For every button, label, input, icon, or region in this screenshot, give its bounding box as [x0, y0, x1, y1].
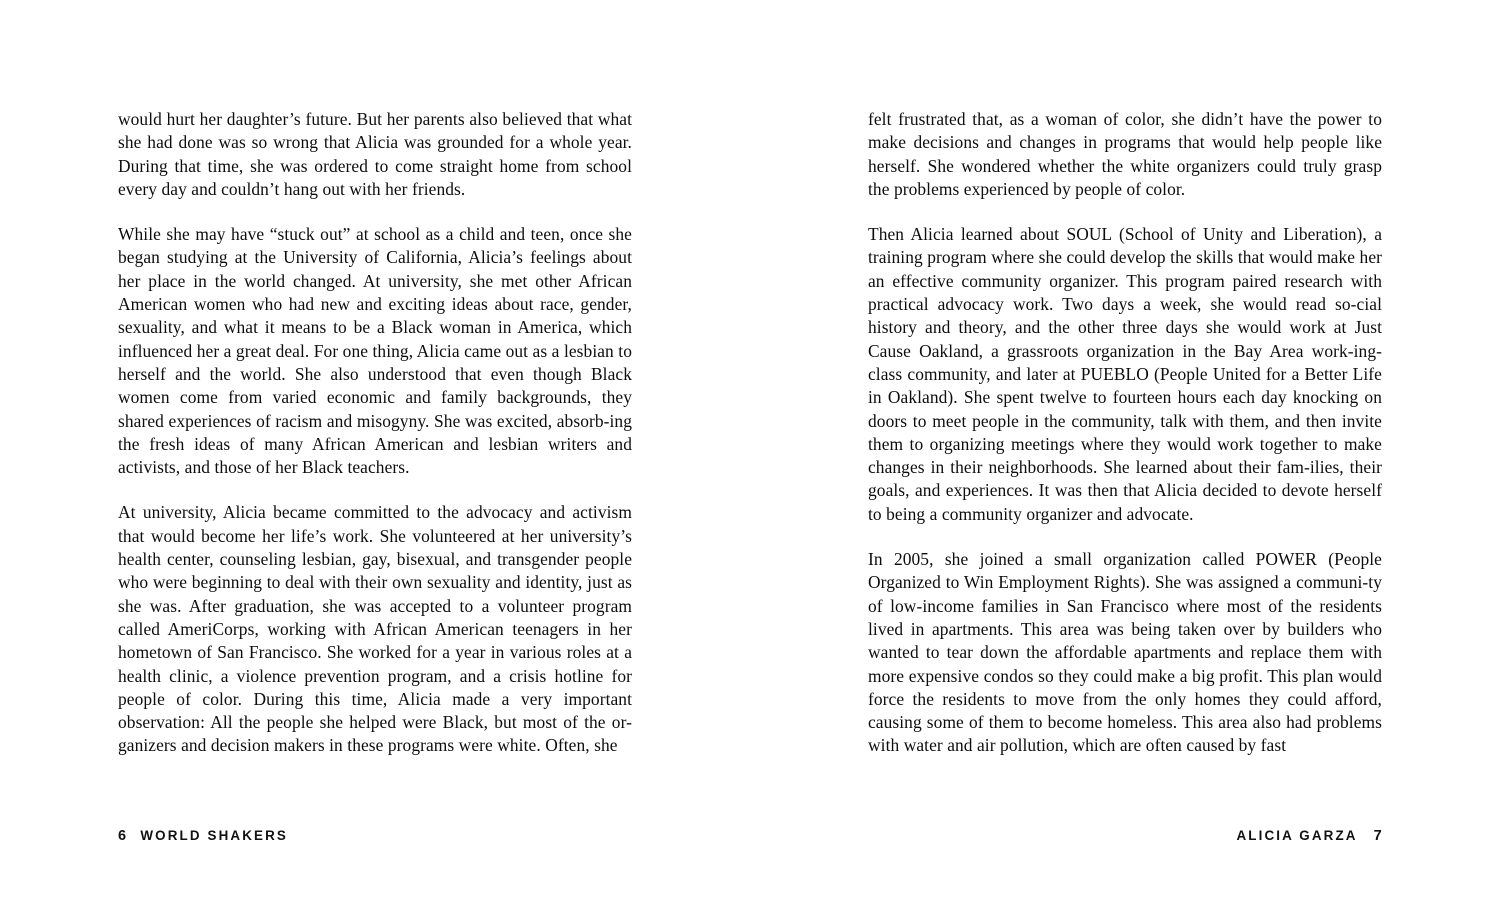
right-page [750, 0, 1500, 900]
left-page-footer [118, 828, 288, 848]
page-number: 7 [1373, 828, 1382, 844]
paragraph: While she may have “stuck out” at school as a child and teen, once she began studying at the University of California, Alicia’s feelings about her place in the world changed. At university, she met other African American women who had new and exciting ideas about race, gender, sexuality, and what it means to be a Black woman in America, which influenced her a great deal. For one thing, Alicia came out as a lesbian to herself and the world. She also understood that even though Black women come from varied economic and family backgrounds, they shared experiences of racism and misogyny. She was excited, absorb-ing the fresh ideas of many African American and lesbian writers and activists, and those of her Black teachers. [118, 224, 632, 478]
running-head: WORLD SHAKERS [140, 828, 289, 843]
paragraph: At university, Alicia became committed to the advocacy and activism that would become her life’s work. She volunteered at her university’s health center, counseling lesbian, gay, bisexual, and transgender people who were beginning to deal with their own sexuality and identity, just as she was. After graduation, she was accepted to a volunteer program called AmeriCorps, working with African American teenagers in her hometown of San Francisco. She worked for a year in various roles at a health clinic, a violence prevention program, and a crisis hotline for people of color. During this time, Alicia made a very important observation: All the people she helped were Black, but most of the or-ganizers and decision makers in these programs were white. Often, she [118, 502, 632, 756]
paragraph: In 2005, she joined a small organization called POWER (People Organized to Win Employment Rights). She was assigned a communi-ty of low-income families in San Francisco where most of the residents lived in apartments. This area was being taken over by builders who wanted to tear down the affordable apartments and replace them with more expensive condos so they could make a big profit. This plan would force the residents to move from the only homes they could afford, causing some of them to become homeless. This area also had problems with water and air pollution, which are often caused by fast [868, 549, 1382, 756]
paragraph: felt frustrated that, as a woman of color, she didn’t have the power to make decisions and changes in programs that would help people like herself. She wondered whether the white organizers could truly grasp the problems experienced by people of color. [868, 109, 1382, 199]
right-page-footer [1236, 828, 1382, 848]
left-page-text-column [118, 108, 632, 758]
paragraph: Then Alicia learned about SOUL (School of Unity and Liberation), a training program where she could develop the skills that would make her an effective community organizer. This program paired research with practical advocacy work. Two days a week, she would read so-cial history and theory, and the other three days she would work at Just Cause Oakland, a grassroots organization in the Bay Area work-ing-class community, and later at PUEBLO (People United for a Better Life in Oakland). She spent twelve to fourteen hours each day knocking on doors to meet people in the community, talk with them, and then invite them to organizing meetings where they would work together to make changes in their neighborhoods. She learned about their fam-ilies, their goals, and experiences. It was then that Alicia decided to devote herself to being a community organizer and advocate. [868, 224, 1382, 524]
page-number: 6 [118, 828, 127, 844]
right-page-text-column [868, 108, 1382, 758]
paragraph: would hurt her daughter’s future. But her parents also believed that what she had done was so wrong that Alicia was grounded for a whole year. During that time, she was ordered to come straight home from school every day and couldn’t hang out with her friends. [118, 109, 632, 199]
running-head: ALICIA GARZA [1236, 828, 1358, 843]
